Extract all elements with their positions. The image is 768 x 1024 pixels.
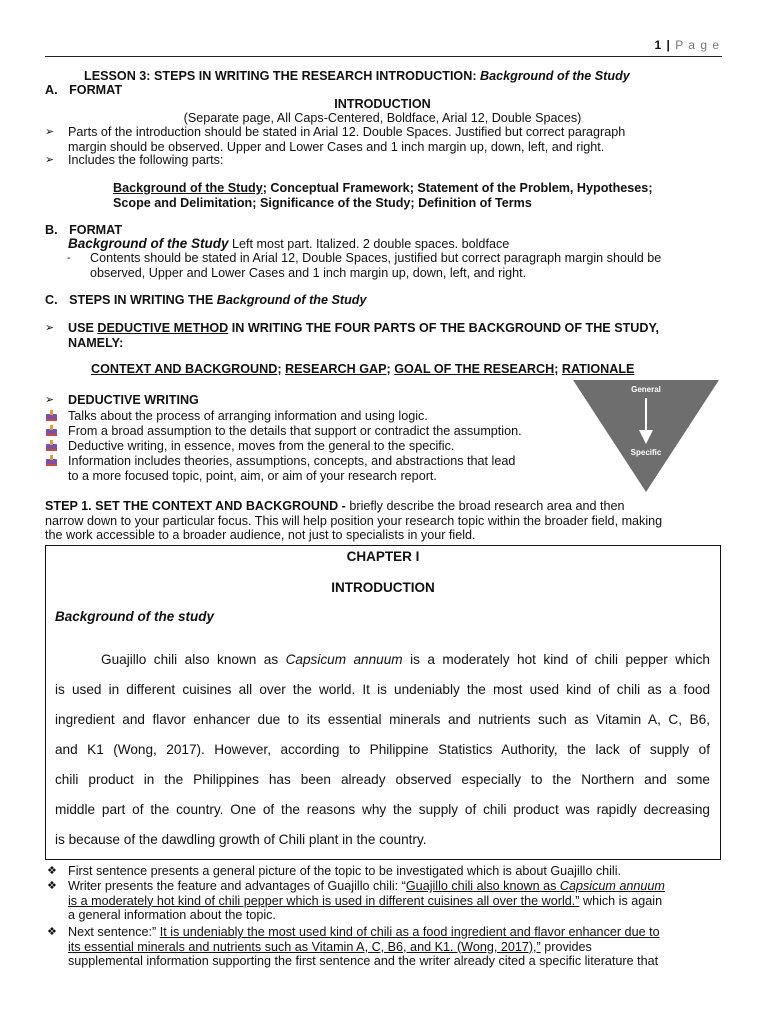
pointing-hand-icon [45, 439, 59, 452]
diamond-bullet-icon: ❖ [47, 880, 57, 892]
format-bullet-2: ➢ Includes the following parts: [45, 153, 224, 167]
deductive-method-bullet: ➢ USE DEDUCTIVE METHOD IN WRITING THE FOUR PARTS OF THE BACKGROUND OF THE STUDY, NAMELY: [45, 321, 659, 350]
pointing-hand-icon [45, 424, 59, 437]
arrow-bullet-icon: ➢ [45, 322, 55, 334]
section-b-heading: B. FORMAT [45, 223, 123, 237]
deductive-item-3: Deductive writing, in essence, moves from the general to the specific. [68, 439, 455, 453]
page-number: 1 | P a g e [654, 38, 720, 52]
diamond-bullet-icon: ❖ [47, 865, 57, 877]
arrow-bullet-icon: ➢ [45, 154, 55, 166]
background-format-line: Background of the Study Left most part. Italized. 2 double spaces. boldface [68, 236, 510, 251]
header-rule [45, 56, 722, 57]
lesson-title: LESSON 3: STEPS IN WRITING THE RESEARCH INTRODUCTION: Background of the Study [84, 69, 630, 83]
deductive-item-1: Talks about the process of arranging information and using logic. [68, 409, 428, 423]
arrow-bullet-icon: ➢ [45, 394, 55, 406]
note-1: First sentence presents a general picture of the topic to be investigated which is about Guajillo chili. [68, 864, 622, 878]
general-to-specific-triangle [573, 380, 719, 492]
triangle-specific-label: Specific [630, 448, 662, 457]
chapter-title: CHAPTER I [346, 549, 420, 564]
arrow-bullet-icon: ➢ [45, 126, 55, 138]
triangle-general-label: General [631, 385, 661, 394]
note-2: Writer presents the feature and advantages of Guajillo chili: “Guajillo chili also known as Capsicum annuum is a moderately hot kind of chili pepper which is used in different cuisines all over the world.” which is again a general information about the topic. [68, 879, 665, 923]
deductive-item-4: Information includes theories, assumptions, concepts, and abstractions that lead to a more focused topic, point, aim, or aim of your research report. [68, 454, 516, 483]
pointing-hand-icon [45, 454, 59, 467]
sample-paragraph: Guajillo chili also known as Capsicum annuum is a moderately hot kind of chili pepper which is used in different cuisines all over the world. It is undeniably the most used kind of chili as a food ingredient and flavor enhancer due to its essential minerals and nutrients such as Vitamin A, C, B6, and K1 (Wong, 2017). However, according to Philippine Statistics Authority, the lack of supply of chili product in the Philippines has been already observed especially to the Northern and some middle part of the country. One of the reasons why the supply of chili product was rapidly decreasing is because of the dawdling growth of Chili plant in the country. [55, 652, 710, 847]
sample-introduction-title: INTRODUCTION [331, 580, 435, 595]
diamond-bullet-icon: ❖ [47, 926, 57, 938]
introduction-subtitle: INTRODUCTION [334, 97, 431, 111]
format-bullet-1: ➢ Parts of the introduction should be stated in Arial 12. Double Spaces. Justified but correct paragraph margin should be observed. Upper and Lower Cases and 1 inch margin up, down, left, and right. [45, 125, 626, 154]
introduction-parts: Background of the Study; Conceptual Framework; Statement of the Problem, Hypotheses; Scope and Delimitation; Significance of the Study; Definition of Terms [113, 181, 653, 210]
note-3: Next sentence:” It is undeniably the most used kind of chili as a food ingredient and flavor enhancer due to its essential minerals and nutrients such as Vitamin A, C, B6, and K1. (Wong, 2017),” provides supplemental information supporting the first sentence and the writer already cited a specific literature that [68, 925, 660, 969]
section-c-heading: C. STEPS IN WRITING THE Background of the Study [45, 293, 367, 307]
four-parts-list: CONTEXT AND BACKGROUND; RESEARCH GAP; GOAL OF THE RESEARCH; RATIONALE [91, 362, 635, 376]
deductive-item-2: From a broad assumption to the details that support or contradict the assumption. [68, 424, 522, 438]
section-a-heading: A. FORMAT [45, 83, 123, 97]
introduction-note: (Separate page, All Caps-Centered, Boldface, Arial 12, Double Spaces) [183, 111, 582, 125]
sample-introduction-box [45, 545, 721, 860]
deductive-writing-heading: ➢ DEDUCTIVE WRITING [45, 393, 199, 407]
step-1-paragraph: STEP 1. SET THE CONTEXT AND BACKGROUND - briefly describe the broad research area and then narrow down to your particular focus. This will help position your research topic within the broader field, making the work accessible to a broader audience, not just to specialists in your field. [45, 499, 663, 543]
sample-background-heading: Background of the study [55, 609, 215, 624]
background-format-dash: - Contents should be stated in Arial 12, Double Spaces, justified but correct paragraph margin should be observed, Upper and Lower Cases and 1 inch margin up, down, left, and right. [67, 251, 662, 280]
pointing-hand-icon [45, 409, 59, 422]
